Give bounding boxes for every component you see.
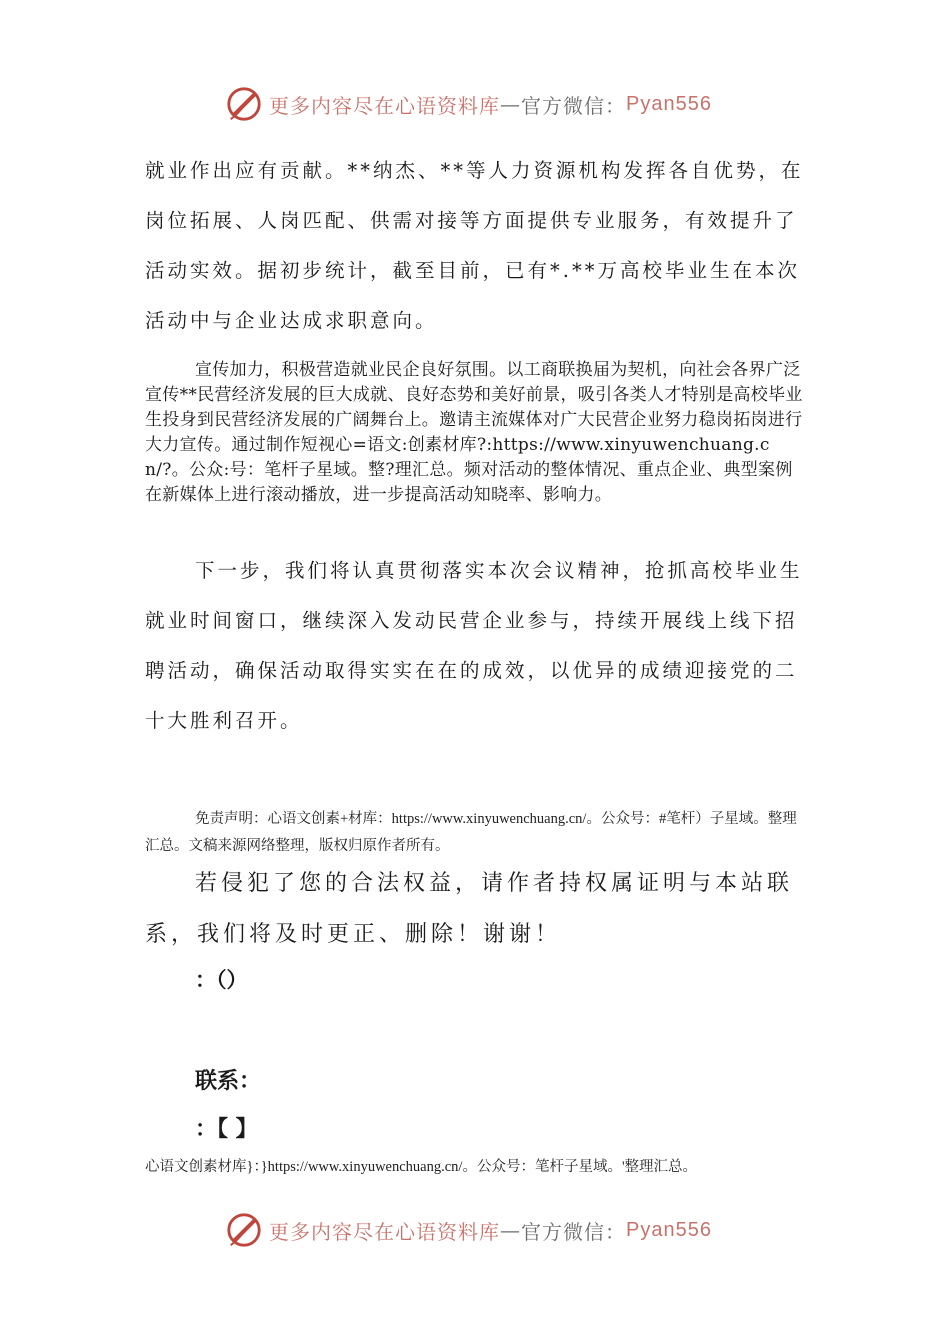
paren-line: ：（） bbox=[195, 968, 248, 992]
banner-wechat-id: Pyan556 bbox=[626, 92, 712, 115]
contact-footer-line: 心语文创素材库}：}https://www.xinyuwenchuang.cn/。公众号：笔杆子星域。'整理汇总。 bbox=[145, 1159, 698, 1175]
banner-wechat-id: Pyan556 bbox=[626, 1218, 712, 1241]
paragraph-employment-result: 就业作出应有贡献。**纳杰、**等人力资源机构发挥各自优势，在岗位拓展、人岗匹配、供需对接等方面提供专业服务，有效提升了活动实效。据初步统计，截至目前，已有*.**万高校毕业生在本次活动中与企业达成求职意向。 bbox=[145, 159, 804, 332]
header-banner bbox=[225, 84, 745, 124]
footer-banner bbox=[225, 1210, 745, 1250]
paragraph-next-step: 下一步，我们将认真贯彻落实本次会议精神，抢抓高校毕业生就业时间窗口，继续深入发动民营企业参与，持续开展线上线下招聘活动，确保活动取得实实在在的成效，以优异的成绩迎接党的二十大胜利召开。 bbox=[145, 559, 803, 732]
banner-text: 更多内容尽在心语资料库 bbox=[269, 93, 500, 118]
disclaimer-small: 免责声明：心语文创素+材库：https://www.xinyuwenchuang.cn/。公众号：#笔杆）子星域。整理汇总。文稿来源网络整理，版权归原作者所有。 bbox=[145, 811, 797, 854]
banner-wechat-label: 官方微信： bbox=[521, 93, 626, 118]
banner-dash: — bbox=[500, 92, 521, 116]
banner-dash: — bbox=[500, 1218, 521, 1242]
paragraph-publicity: 宣传加力，积极营造就业民企良好氛围。以工商联换届为契机，向社会各界广泛宣传**民营经济发展的巨大成就、良好态势和美好前景，吸引各类人才特别是高校毕业生投身到民营经济发展的广阔舞台上。邀请主流媒体对广大民营企业努力稳岗拓岗进行大力宣传。通过制作短视心=语文:创素材库?:https://www.xinyuwenchuang.cn/?。公众:号：笔杆子星域。整?理汇总。频对活动的整体情况、重点企业、典型案例在新媒体上进行滚动播放，进一步提高活动知晓率、影响力。 bbox=[145, 360, 803, 505]
contact-bracket: ：【 】 bbox=[195, 1117, 258, 1142]
pen-circle-logo-icon bbox=[225, 1211, 263, 1249]
pen-circle-logo-icon bbox=[225, 85, 263, 123]
disclaimer-big: 若侵犯了您的合法权益，请作者持权属证明与本站联系，我们将及时更正、删除！谢谢！ bbox=[145, 871, 794, 947]
banner-text: 更多内容尽在心语资料库 bbox=[269, 1219, 500, 1244]
contact-title: 联系： bbox=[195, 1069, 262, 1094]
banner-wechat-label: 官方微信： bbox=[521, 1219, 626, 1244]
